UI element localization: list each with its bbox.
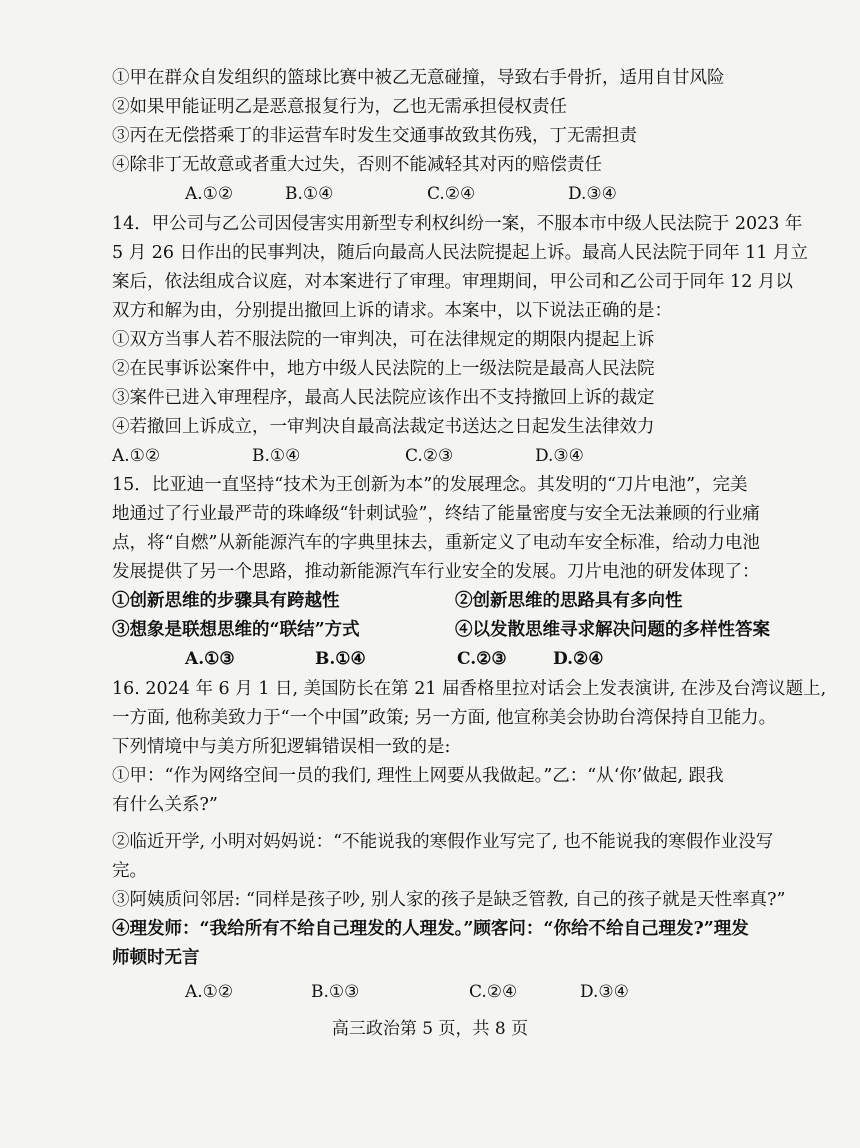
q13-option-d: D.③④ — [568, 184, 617, 204]
q15-stem-4: 发展提供了另一个思路，推动新能源汽车行业安全的发展。刀片电池的研发体现了： — [112, 562, 760, 582]
q16-item-3: ③阿姨质问邻居: “同样是孩子吵, 别人家的孩子是缺乏管教, 自己的孩子就是天性率真?” — [112, 890, 786, 910]
q14-option-d: D.③④ — [535, 446, 584, 466]
q15-item-4: ④以发散思维寻求解决问题的多样性答案 — [455, 620, 770, 640]
q16-item-2-cont: 完。 — [112, 861, 147, 881]
q15-option-c: C.②③ — [457, 649, 507, 669]
q15-item-2: ②创新思维的思路具有多向性 — [455, 591, 683, 611]
q14-stem-1: 14．甲公司与乙公司因侵害实用新型专利权纠纷一案，不服本市中级人民法院于 2023 年 — [112, 214, 803, 234]
q14-item-3: ③案件已进入审理程序，最高人民法院应该作出不支持撤回上诉的裁定 — [112, 388, 655, 408]
q16-option-b: B.①③ — [311, 982, 360, 1002]
q16-stem-1: 16. 2024 年 6 月 1 日, 美国防长在第 21 届香格里拉对话会上发表演讲, 在涉及台湾议题上, — [112, 679, 827, 699]
q14-item-4: ④若撤回上诉成立，一审判决自最高法裁定书送达之日起发生法律效力 — [112, 417, 655, 437]
q13-option-c: C.②④ — [427, 184, 476, 204]
q14-stem-2: 5 月 26 日作出的民事判决，随后向最高人民法院提起上诉。最高人民法院于同年 11 月立 — [112, 243, 808, 263]
q13-item-2: ②如果甲能证明乙是恶意报复行为，乙也无需承担侵权责任 — [112, 97, 567, 117]
q15-item-3: ③想象是联想思维的“联结”方式 — [112, 620, 360, 640]
q16-stem-2: 一方面, 他称美致力于“一个中国”政策; 另一方面, 他宣称美会协助台湾保持自卫能力。 — [112, 708, 777, 728]
q16-item-4-cont: 师顿时无言 — [112, 948, 200, 968]
q14-option-b: B.①④ — [252, 446, 301, 466]
q14-item-2: ②在民事诉讼案件中，地方中级人民法院的上一级法院是最高人民法院 — [112, 359, 655, 379]
q15-stem-3: 点，将“自燃”从新能源汽车的字典里抹去，重新定义了电动车安全标准，给动力电池 — [112, 533, 760, 553]
q14-option-c: C.②③ — [405, 446, 454, 466]
q14-stem-3: 案后，依法组成合议庭，对本案进行了审理。审理期间，甲公司和乙公司于同年 12 月以 — [112, 272, 793, 292]
q14-stem-4: 双方和解为由，分别提出撤回上诉的请求。本案中，以下说法正确的是： — [112, 301, 672, 321]
q13-item-4: ④除非丁无故意或者重大过失，否则不能减轻其对丙的赔偿责任 — [112, 155, 602, 175]
q16-option-d: D.③④ — [580, 982, 629, 1002]
q13-option-a: A.①② — [185, 184, 234, 204]
q16-option-a: A.①② — [185, 982, 234, 1002]
q16-item-1: ①甲：“作为网络空间一员的我们, 理性上网要从我做起。”乙：“从‘你’做起, 跟我 — [112, 766, 724, 786]
page-footer: 高三政治第 5 页，共 8 页 — [331, 1019, 529, 1039]
q16-item-2: ②临近开学, 小明对妈妈说：“不能说我的寒假作业写完了, 也不能说我的寒假作业没写 — [112, 832, 774, 852]
q16-item-4: ④理发师：“我给所有不给自己理发的人理发。”顾客问：“你给不给自己理发?”理发 — [112, 919, 749, 939]
q16-option-c: C.②④ — [469, 982, 518, 1002]
q15-item-1: ①创新思维的步骤具有跨越性 — [112, 591, 340, 611]
q15-stem-1: 15．比亚迪一直坚持“技术为王创新为本”的发展理念。其发明的“刀片电池”，完美 — [112, 475, 748, 495]
q15-option-d: D.②④ — [553, 649, 604, 669]
q13-option-b: B.①④ — [285, 184, 334, 204]
q13-item-1: ①甲在群众自发组织的篮球比赛中被乙无意碰撞，导致右手骨折，适用自甘风险 — [112, 68, 725, 88]
q14-item-1: ①双方当事人若不服法院的一审判决，可在法律规定的期限内提起上诉 — [112, 330, 655, 350]
q15-option-b: B.①④ — [315, 649, 366, 669]
q15-stem-2: 地通过了行业最严苛的珠峰级“针刺试验”，终结了能量密度与安全无法兼顾的行业痛 — [112, 504, 760, 524]
q16-item-1-cont: 有什么关系?” — [112, 795, 218, 815]
q14-option-a: A.①② — [112, 446, 161, 466]
q13-item-3: ③丙在无偿搭乘丁的非运营车时发生交通事故致其伤残，丁无需担责 — [112, 126, 637, 146]
q16-stem-3: 下列情境中与美方所犯逻辑错误相一致的是: — [112, 737, 451, 757]
q15-option-a: A.①③ — [185, 649, 235, 669]
